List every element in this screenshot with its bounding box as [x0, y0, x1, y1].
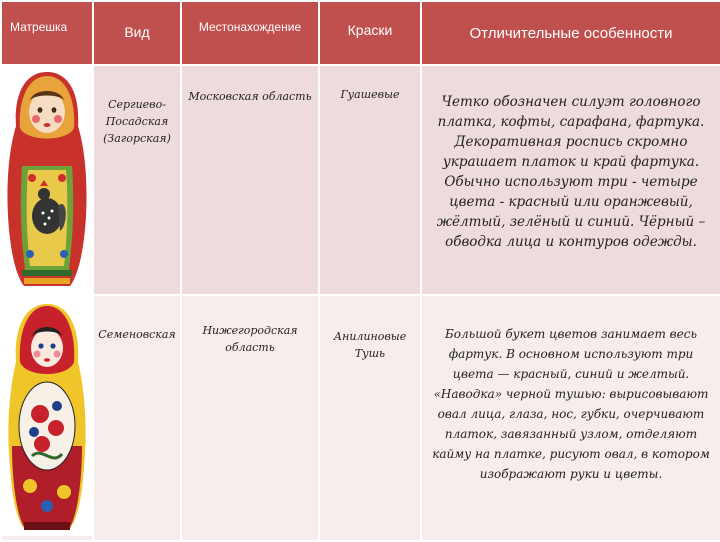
header-row: [1, 1, 720, 65]
features-cell: Четко обозначен силуэт головного платка, кофты, сарафана, фартука. Декоративная роспись скромно украшает платок и край фартука. Обычно используют три - четыре цвета - красный или оранжевый, жёлтый, зелёный и синий. Чёрный – обводка лица и контуров одежды.: [421, 65, 720, 295]
header-type: Вид: [93, 1, 181, 65]
table-row: [1, 65, 720, 295]
semenov-doll-image: [2, 296, 92, 536]
doll-cell: [1, 65, 93, 295]
sergiev-posad-doll-image: [2, 66, 92, 294]
location-cell: Московская область: [181, 65, 319, 295]
features-cell: Большой букет цветов занимает весь фартук. В основном используют три цвета — красный, синий и желтый. «Наводка» черной тушью: вырисовывают овал лица, глаза, нос, губки, очерчивают платок, завязанный узлом, отделяют кайму на платке, рисуют овал, в котором изображают руки и цветы.: [421, 295, 720, 541]
doll-cell: [1, 295, 93, 541]
type-cell: Сергиево-Посадская (Загорская): [93, 65, 181, 295]
header-doll: Матрешка: [1, 1, 93, 65]
header-paints: Краски: [319, 1, 421, 65]
table-row: [1, 295, 720, 541]
location-cell: Нижегородская область: [181, 295, 319, 541]
header-location: Местонахождение: [181, 1, 319, 65]
header-features: Отличительные особенности: [421, 1, 720, 65]
paints-cell: Гуашевые: [319, 65, 421, 295]
paints-cell: Анилиновые Тушь: [319, 295, 421, 541]
type-cell: Семеновская: [93, 295, 181, 541]
